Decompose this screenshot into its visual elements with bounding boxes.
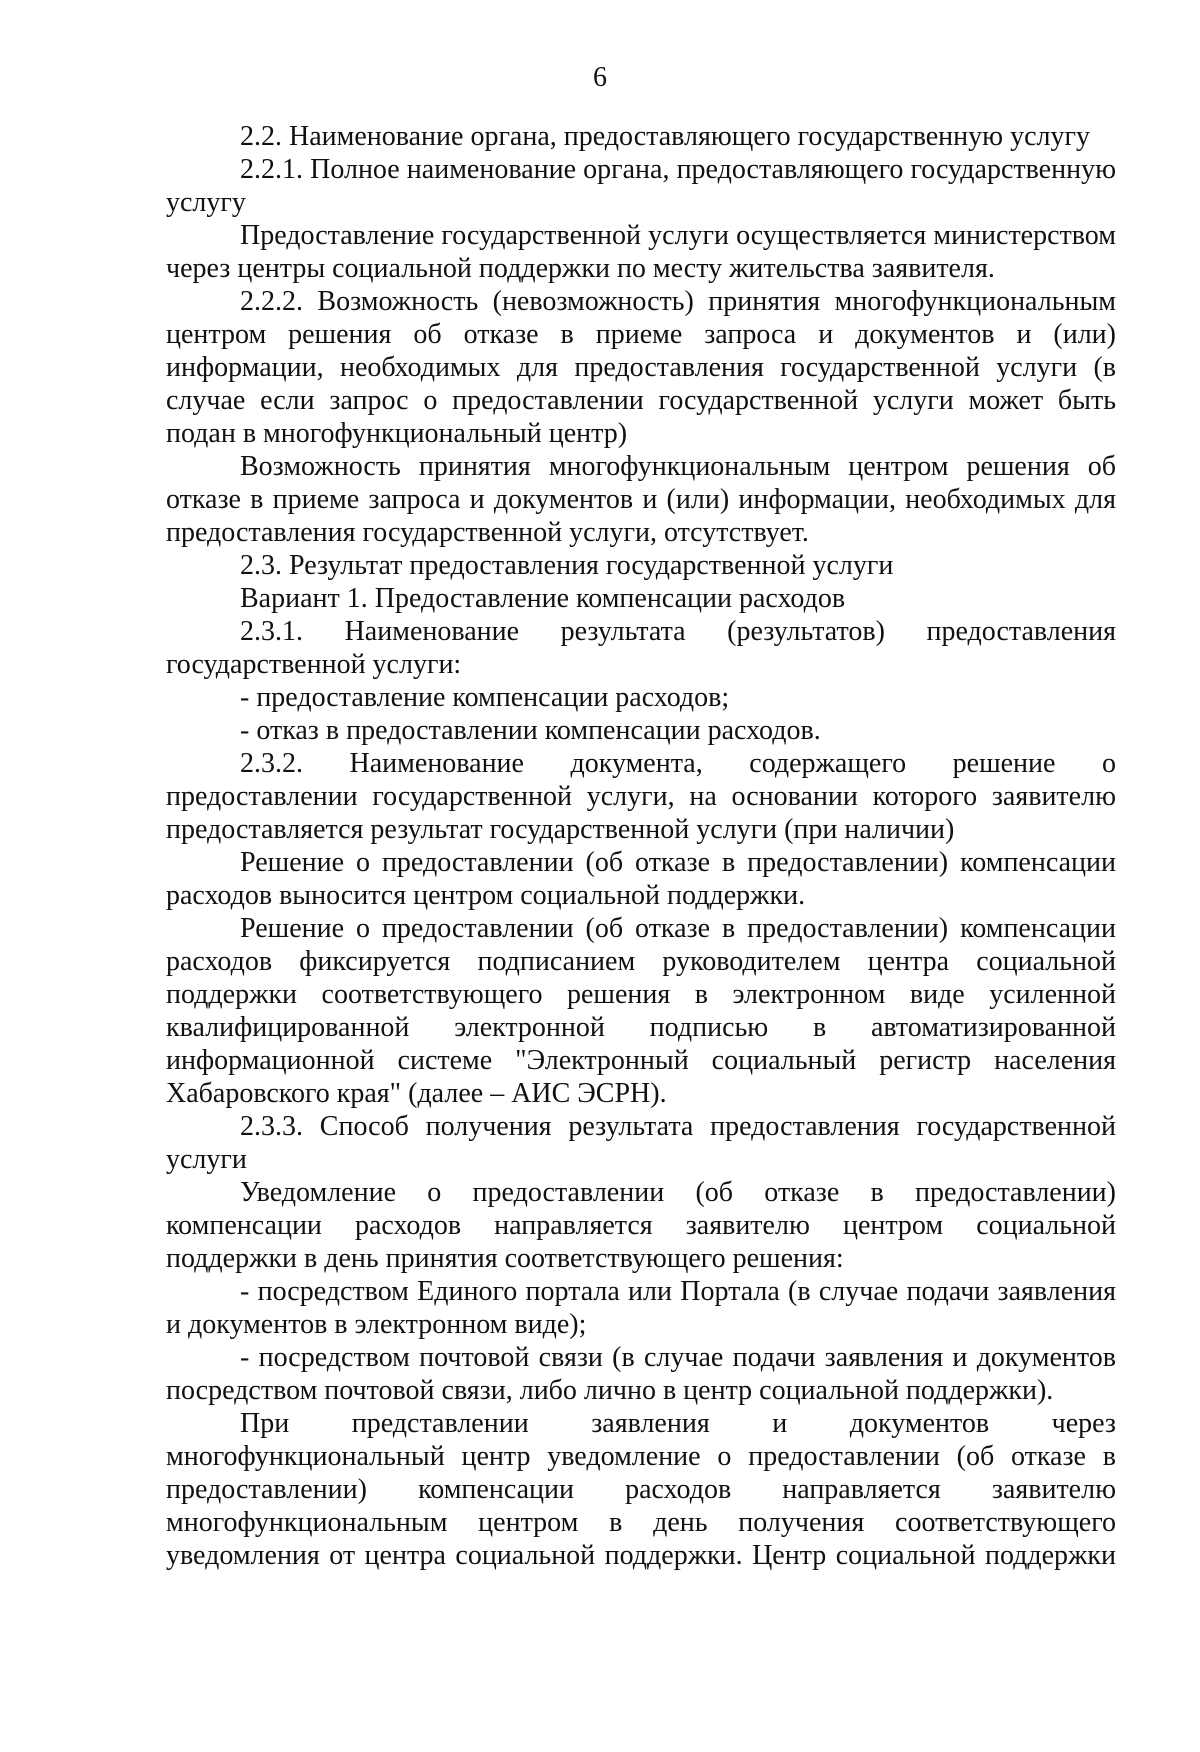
section-2-2-2-text: Возможность принятия многофункциональным центром решения об отказе в приеме запроса и документов и (или) информации, необходимых для предоставления государственной услуги, отсутствует. — [166, 451, 1116, 548]
delivery-list-item: - посредством Единого портала или Портала (в случае подачи заявления и документов в электронном виде); — [166, 1276, 1116, 1340]
page-number: 6 — [593, 62, 607, 93]
variant-1-heading: Вариант 1. Предоставление компенсации расходов — [240, 583, 846, 614]
section-2-3-heading: 2.3. Результат предоставления государственной услуги — [240, 550, 894, 581]
section-2-3-2-text: Решение о предоставлении (об отказе в предоставлении) компенсации расходов фиксируется подписанием руководителем центра социальной поддержки соответствующего решения в электронном виде усиленной квалифицированной электронной подписью в автоматизированной информационной системе "Электронный социальный регистр населения Хабаровского края" (далее – АИС ЭСРН). — [166, 913, 1116, 1109]
section-2-2-2-heading: 2.2.2. Возможность (невозможность) принятия многофункциональным центром решения об отказе в приеме запроса и документов и (или) информации, необходимых для предоставления государственной услуги (в случае если запрос о предоставлении государственной услуги может быть подан в многофункциональный центр) — [166, 286, 1116, 449]
result-list-item: - отказ в предоставлении компенсации расходов. — [240, 715, 821, 746]
section-2-2-heading: 2.2. Наименование органа, предоставляющего государственную услугу — [240, 121, 1090, 152]
delivery-list-item: - посредством почтовой связи (в случае подачи заявления и документов посредством почтовой связи, либо лично в центр социальной поддержки). — [166, 1342, 1116, 1406]
section-2-3-3-heading: 2.3.3. Способ получения результата предоставления государственной услуги — [166, 1111, 1116, 1175]
section-2-3-2-text: Решение о предоставлении (об отказе в предоставлении) компенсации расходов выносится центром социальной поддержки. — [166, 847, 1116, 911]
section-2-2-1-text: Предоставление государственной услуги осуществляется министерством через центры социальной поддержки по месту жительства заявителя. — [166, 220, 1116, 284]
document-body — [166, 120, 1116, 1572]
section-2-2-1-heading: 2.2.1. Полное наименование органа, предоставляющего государственную услугу — [166, 154, 1116, 218]
section-2-3-3-text: При представлении заявления и документов через многофункциональный центр уведомление о предоставлении (об отказе в предоставлении) компенсации расходов направляется заявителю многофункциональным центром в день получения соответствующего уведомления от центра социальной поддержки. Центр социальной поддержки — [166, 1408, 1116, 1571]
section-2-3-2-heading: 2.3.2. Наименование документа, содержащего решение о предоставлении государственной услуги, на основании которого заявителю предоставляется результат государственной услуги (при наличии) — [166, 748, 1116, 845]
section-2-3-1-heading: 2.3.1. Наименование результата (результатов) предоставления государственной услуги: — [166, 616, 1116, 680]
result-list-item: - предоставление компенсации расходов; — [240, 682, 730, 713]
section-2-3-3-text: Уведомление о предоставлении (об отказе в предоставлении) компенсации расходов направляется заявителю центром социальной поддержки в день принятия соответствующего решения: — [166, 1177, 1116, 1274]
